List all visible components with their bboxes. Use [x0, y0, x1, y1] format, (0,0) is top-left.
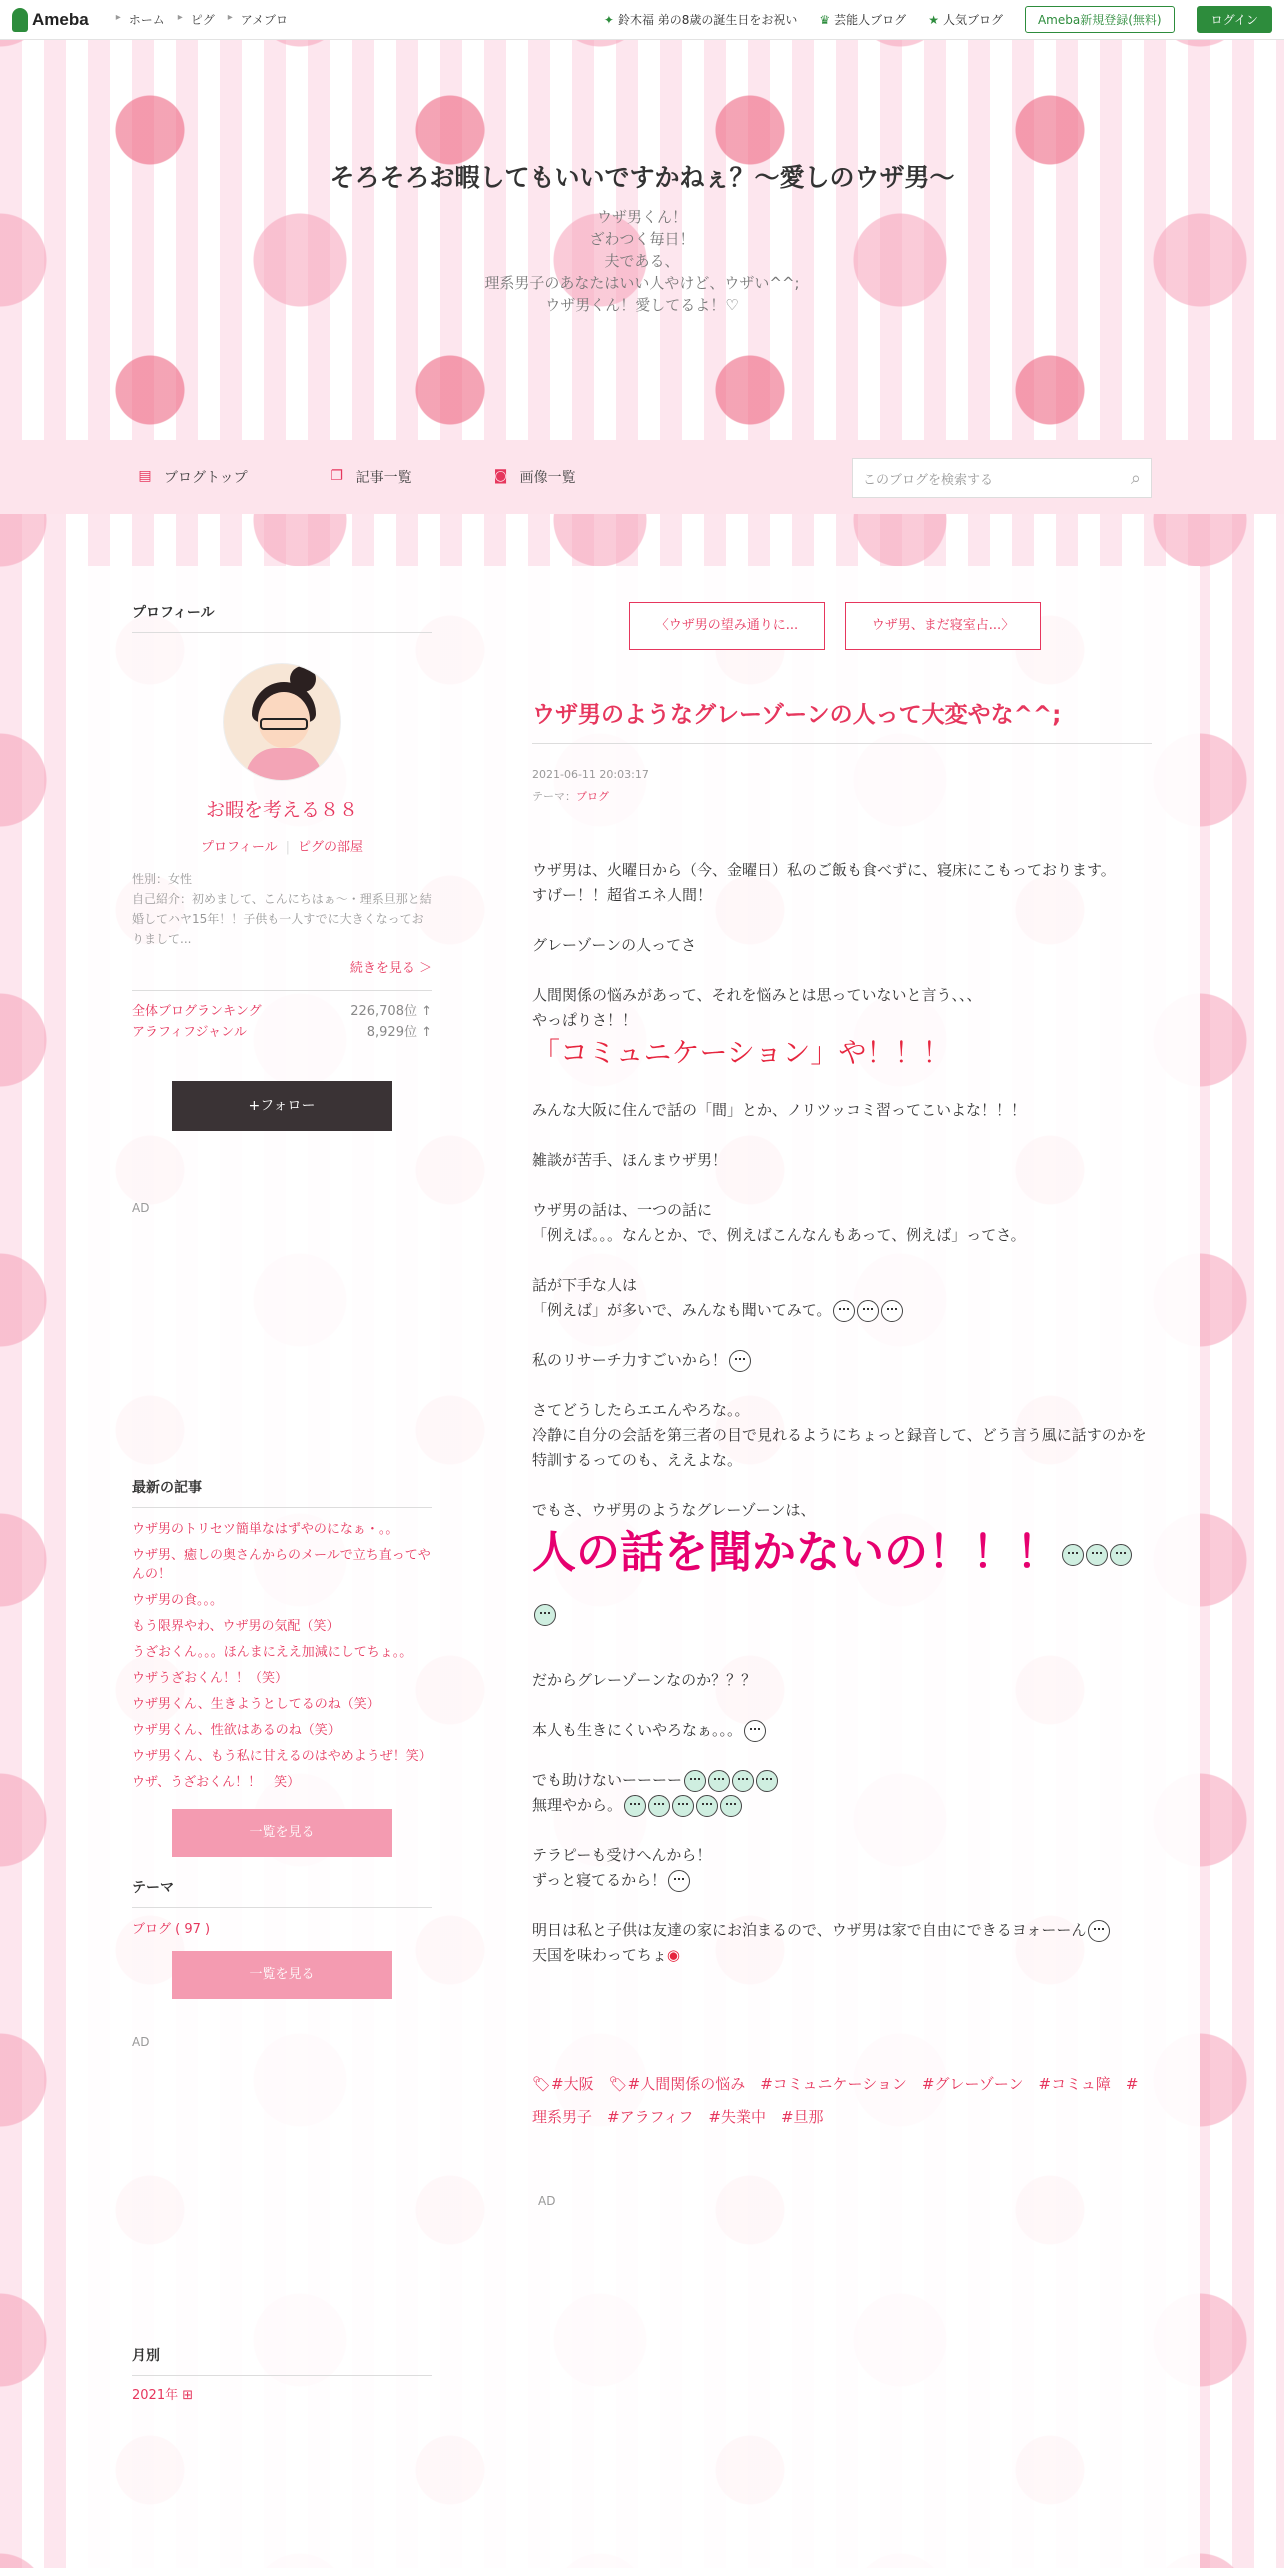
ranking-row — [132, 1005, 432, 1018]
prev-article-label: ウザ男の望み通りに... — [668, 618, 799, 633]
emoji-icon — [672, 1795, 694, 1817]
emoji-icon — [833, 1300, 855, 1322]
emoji-icon — [684, 1770, 706, 1792]
ranking-label[interactable]: 全体ブログランキング — [132, 1004, 262, 1019]
star-icon: ✦ — [603, 12, 614, 27]
recent-entry-link[interactable]: ウザ男くん、もう私に甘えるのはやめようぜ！笑） — [132, 1749, 432, 1764]
profile-links — [132, 836, 432, 855]
nav-home[interactable]: ▸ ホーム — [129, 11, 165, 28]
emoji-icon — [648, 1795, 670, 1817]
profile-link[interactable]: プロフィール — [200, 840, 278, 855]
theme-section — [132, 1877, 432, 2049]
article-date: 2021-06-11 20:03:17 — [532, 768, 649, 781]
star-icon: ★ — [928, 12, 939, 27]
register-button[interactable]: Ameba新規登録(無料) — [1025, 6, 1175, 33]
spacer — [532, 1473, 1152, 1498]
popular-blog-text: 人気ブログ — [942, 13, 1003, 27]
global-nav — [103, 11, 288, 28]
crown-icon: ♛ — [819, 12, 831, 27]
blog-header — [0, 40, 1284, 440]
emoji-icon — [756, 1770, 778, 1792]
paragraph: テラピーも受けへんから！ — [532, 1846, 712, 1864]
paragraph — [532, 1868, 1152, 1893]
monthly-section — [132, 2345, 432, 2403]
spacer — [532, 1123, 1152, 1148]
chevron-left-icon: 〈 — [655, 618, 669, 633]
monthly-heading: 月別 — [132, 2345, 432, 2376]
paragraph — [532, 1348, 1152, 1373]
search-icon[interactable]: ⌕ — [1130, 467, 1141, 489]
nav-pigg[interactable]: ▸ ピグ — [191, 11, 215, 28]
article-theme-link[interactable]: ブログ — [576, 790, 609, 803]
paragraph: さてどうしたらエエんやろな。。 — [532, 1401, 750, 1419]
emoji-icon — [857, 1300, 879, 1322]
article-pager — [518, 602, 1152, 650]
paragraph-text: 天国を味わってちょ — [532, 1946, 667, 1964]
nav-entry-list-label: 記事一覧 — [355, 470, 412, 486]
emoji-icon — [1110, 1544, 1132, 1566]
ranking-value: 8,929位 ↑ — [366, 1025, 432, 1040]
paragraph — [532, 1718, 1152, 1743]
avatar[interactable] — [223, 663, 341, 781]
spacer — [532, 1173, 1152, 1198]
monthly-item[interactable]: 2021年 ⊞ — [132, 2388, 194, 2403]
spacer — [532, 1693, 1152, 1718]
recent-entry-link[interactable]: ウザうざおくん！！（笑） — [132, 1671, 289, 1686]
desc-line: 夫である、 — [604, 252, 680, 270]
sidebar — [132, 602, 432, 2403]
paragraph — [532, 1298, 1152, 1323]
news-link[interactable] — [604, 11, 798, 28]
profile-gender: 性別：女性 — [132, 872, 193, 886]
paragraph — [532, 1768, 1152, 1793]
paragraph: 雑談が苦手、ほんまウザ男！ — [532, 1151, 728, 1169]
profile-intro: 自己紹介：初めまして、こんにちはぁ〜・理系旦那と結婚してハヤ15年！！子供も一人すでに大きくなっておりまして... — [132, 892, 432, 946]
nav-blog-top[interactable] — [136, 467, 248, 487]
ameba-logo-text: Ameba — [32, 9, 89, 29]
recent-entry-link[interactable]: ウザ男、癒しの奥さんからのメールで立ち直ってやんの！ — [132, 1548, 431, 1582]
spacer — [532, 1248, 1152, 1273]
theme-list-button[interactable]: 一覧を見る — [172, 1951, 392, 1999]
ranking-list — [132, 1005, 432, 1039]
spacer — [532, 1743, 1152, 1768]
chevron-right-icon: 〉 — [1001, 618, 1015, 633]
desc-line: ウザ男くん！愛してるよ！♡ — [545, 296, 739, 314]
spacer — [532, 1323, 1152, 1348]
popular-blog-link[interactable] — [928, 11, 1003, 28]
pigg-room-link[interactable]: ピグの部屋 — [298, 840, 364, 855]
emoji-icon — [732, 1770, 754, 1792]
sidebar-ad-label: AD — [132, 2035, 150, 2049]
nav-image-list-label: 画像一覧 — [519, 470, 576, 486]
recent-heading: 最新の記事 — [132, 1477, 432, 1508]
spacer — [532, 1893, 1152, 1918]
blog-nav — [0, 440, 1284, 514]
paragraph: 冷静に自分の会話を第三者の目で見れるようにちょっと録音して、どう言う風に話すのかを特訓するってのも、ええよな。 — [532, 1426, 1147, 1469]
paragraph: 「例えば。。。なんとか、で、例えばこんなんもあって、例えば」ってさ。 — [532, 1226, 1026, 1244]
emoji-icon — [1086, 1544, 1108, 1566]
emphasis-text: 「コミュニケーション」や！！！ — [532, 1036, 951, 1069]
theme-heading: テーマ — [132, 1877, 432, 1908]
next-article-label: ウザ男、まだ寝室占... — [871, 618, 1002, 633]
nav-image-list[interactable] — [492, 467, 576, 487]
article-meta — [532, 764, 1152, 808]
paragraph: 話が下手な人は — [532, 1276, 638, 1294]
ameba-logo[interactable] — [12, 8, 89, 32]
sidebar-ad-label: AD — [132, 1201, 150, 1215]
article-theme — [532, 786, 1152, 808]
camera-icon: ◙ — [493, 468, 508, 484]
paragraph-text: ずっと寝てるから！ — [532, 1871, 667, 1889]
global-header — [0, 0, 1284, 40]
avatar-bun — [290, 666, 316, 692]
emoji-icon — [1088, 1920, 1110, 1942]
recent-entry-link[interactable]: ウザ、うざおくん！！ 笑） — [132, 1775, 301, 1790]
smile-emoji-icon — [729, 1350, 751, 1372]
paragraph: やっぱりさ！！ — [532, 1011, 638, 1029]
recent-list-button[interactable]: 一覧を見る — [172, 1809, 392, 1857]
paragraph: ウザ男の話は、一つの話に — [532, 1201, 713, 1219]
recent-entry-link[interactable]: ウザ男くん、性欲はあるのね（笑） — [132, 1723, 341, 1738]
profile-name[interactable]: お暇を考える８８ — [205, 799, 358, 821]
emphasis-text-content: 人の話を聞かないの！！！ — [532, 1527, 1060, 1578]
search-placeholder: このブログを検索する — [863, 472, 994, 488]
ameba-logo-icon — [12, 8, 28, 32]
paragraph-text: でも助けないーーーー — [532, 1771, 683, 1789]
ranking-value: 226,708位 ↑ — [350, 1004, 432, 1019]
spacer — [532, 958, 1152, 983]
ranking-row — [132, 1026, 432, 1039]
emoji-icon — [881, 1300, 903, 1322]
spacer — [532, 1373, 1152, 1398]
blog-search-input[interactable] — [852, 458, 1152, 498]
emoji-icon — [1062, 1544, 1084, 1566]
article — [532, 602, 1152, 2208]
paragraph — [532, 1793, 1152, 1818]
login-button[interactable]: ログイン — [1197, 6, 1272, 33]
news-link-text: 鈴木福 弟の8歳の誕生日をお祝い — [617, 13, 798, 27]
profile-heading: プロフィール — [132, 602, 432, 633]
paragraph: でもさ、ウザ男のようなグレーゾーンは、 — [532, 1501, 816, 1519]
paragraph: ウザ男は、火曜日から（今、金曜日）私のご飯も食べずに、寝床にこもっております。 — [532, 861, 1116, 879]
blog-description — [0, 206, 1284, 316]
emoji-icon — [624, 1795, 646, 1817]
follow-button[interactable]: +フォロー — [172, 1081, 392, 1131]
theme-item[interactable]: ブログ ( 97 ) — [132, 1922, 211, 1937]
celebrity-blog-link[interactable] — [819, 11, 906, 28]
emoji-icon — [744, 1720, 766, 1742]
recent-entry-link[interactable]: ウザ男くん、生きようとしてるのね（笑） — [132, 1697, 380, 1712]
pages-icon: ❐ — [330, 468, 343, 484]
paragraph-text: 明日は私と子供は友達の家にお泊まるので、ウザ男は家で自由にできるヨォーーん — [532, 1921, 1087, 1939]
paragraph — [532, 1943, 1152, 1968]
emphasis-text — [532, 1523, 1152, 1643]
nav-entry-list[interactable] — [328, 467, 412, 487]
profile-text — [132, 869, 432, 949]
recent-entry-link[interactable]: うざおくん。。。ほんまにええ加減にしてちょ。。 — [132, 1645, 413, 1660]
paragraph: すげー！！超省エネ人間！ — [532, 886, 713, 904]
desc-line: 理系男子のあなたはいい人やけど、ウザい^^; — [484, 274, 800, 292]
nav-blog-top-label: ブログトップ — [164, 470, 248, 486]
hashtag-list[interactable]: 🏷#大阪 🏷#人間関係の悩み #コミュニケーション #グレーゾーン #コミュ障 #理系男子 #アラフィフ #失業中 #旦那 — [532, 2075, 1139, 2126]
paragraph — [532, 1918, 1152, 1943]
avatar-glasses — [260, 718, 308, 730]
emoji-icon — [720, 1795, 742, 1817]
spacer — [532, 1643, 1152, 1668]
spacer — [532, 1818, 1152, 1843]
read-more-link[interactable]: 続きを見る ＞ — [132, 957, 432, 991]
ranking-label[interactable]: アラフィフジャンル — [132, 1025, 247, 1040]
paragraph-text: 「例えば」が多いで、みんなも聞いてみて。 — [532, 1301, 832, 1319]
article-body — [532, 858, 1152, 1968]
blog-title[interactable]: そろそろお暇してもいいですかねぇ？〜愛しのウザ男〜 — [329, 163, 955, 192]
emoji-icon — [708, 1770, 730, 1792]
nav-ameblo[interactable]: ▸ アメブロ — [241, 11, 288, 28]
recent-entry-link[interactable]: もう限界やわ、ウザ男の気配（笑） — [132, 1619, 340, 1634]
emoji-icon — [696, 1795, 718, 1817]
recent-entry-link[interactable]: ウザ男のトリセツ簡単なはずやのになぁ・。。 — [132, 1522, 399, 1537]
header-right — [604, 6, 1272, 33]
article-ad-label: AD — [538, 2194, 556, 2208]
paragraph: みんな大阪に住んで話の「間」とか、ノリツッコミ習ってこいよな！！！ — [532, 1101, 1026, 1119]
lips-icon: ◉ — [666, 1946, 680, 1964]
paragraph: 人間関係の悩みがあって、それを悩みとは思っていないと言う、、、 — [532, 986, 982, 1004]
main-content — [80, 566, 1200, 2568]
paragraph-text: 無理やから。 — [532, 1796, 623, 1814]
prev-article-button[interactable] — [629, 602, 825, 650]
spacer — [532, 908, 1152, 933]
emoji-icon — [534, 1604, 556, 1626]
paragraph: グレーゾーンの人ってさ — [532, 936, 697, 954]
celebrity-blog-text: 芸能人ブログ — [834, 13, 907, 27]
paragraph-text: 私のリサーチ力すごいから！ — [532, 1351, 727, 1369]
paragraph-text: 本人も生きにくいやろなぁ。。。 — [532, 1721, 743, 1739]
article-title[interactable]: ウザ男のようなグレーゾーンの人って大変やな^^; — [532, 696, 1152, 744]
recent-entry-link[interactable]: ウザ男の食。。。 — [132, 1593, 224, 1608]
spacer — [532, 1073, 1152, 1098]
paragraph: だからグレーゾーンなのか？？？ — [532, 1671, 757, 1689]
theme-label: テーマ： — [532, 790, 576, 803]
separator: | — [285, 840, 291, 855]
avatar-body — [246, 748, 322, 781]
book-icon: ▤ — [138, 468, 152, 484]
desc-line: ざわつく毎日！ — [589, 230, 695, 248]
baby-emoji-icon — [668, 1870, 690, 1892]
recent-entries — [132, 1477, 432, 1857]
next-article-button[interactable] — [845, 602, 1041, 650]
desc-line: ウザ男くん！ — [596, 208, 687, 226]
